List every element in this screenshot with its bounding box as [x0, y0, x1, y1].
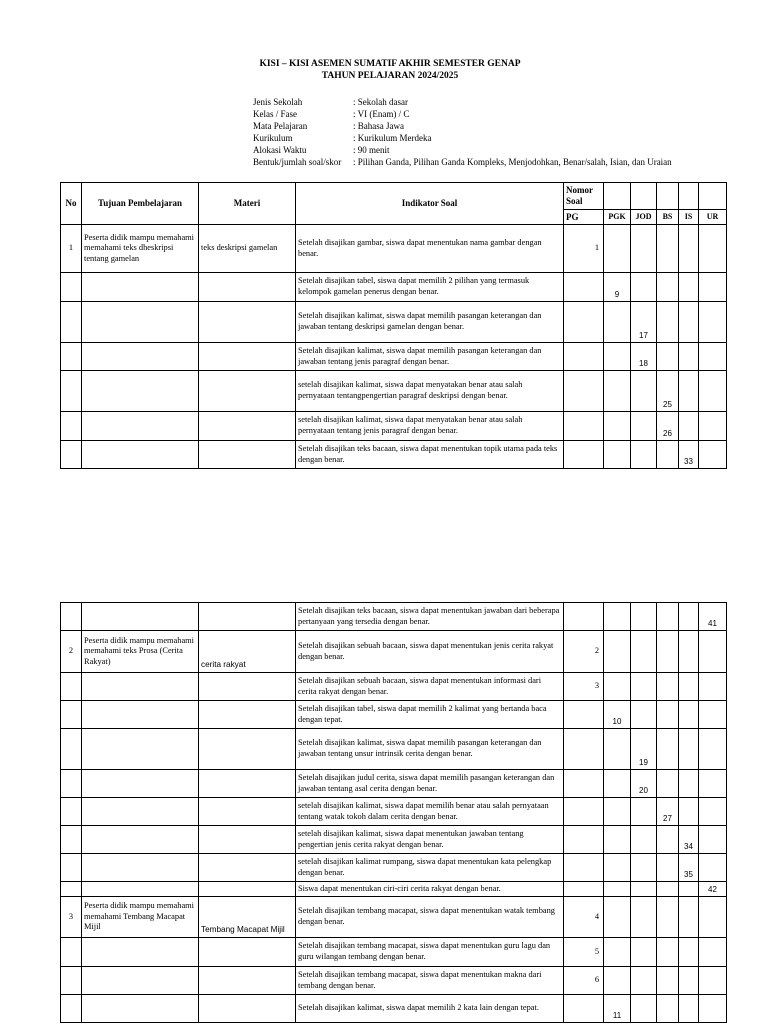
- meta-label: Jenis Sekolah: [253, 97, 303, 107]
- cell-is: 34: [679, 826, 699, 854]
- cell-pgk: [604, 729, 631, 770]
- cell-tujuan: [82, 441, 199, 469]
- cell-ur: [699, 631, 727, 673]
- cell-pg: [564, 854, 604, 882]
- cell-indikator: Setelah disajikan tembang macapat, siswa dapat menentukan makna dari tembang dengan benar.: [296, 967, 564, 995]
- cell-pg: 6: [564, 967, 604, 995]
- cell-is: [679, 882, 699, 897]
- cell-jod: [631, 995, 657, 1023]
- table-row: [61, 273, 727, 302]
- cell-jod: [631, 225, 657, 273]
- cell-tujuan: [82, 273, 199, 302]
- cell-indikator: Setelah disajikan kalimat, siswa dapat memilih pasangan keterangan dan jawaban tentang deskripsi gamelan dengan benar.: [296, 302, 564, 343]
- cell-tujuan: [82, 729, 199, 770]
- cell-ur: [699, 441, 727, 469]
- cell-materi: [199, 729, 296, 770]
- cell-tujuan: Peserta didik mampu memahami memahami teks Prosa (Cerita Rakyat): [82, 631, 199, 673]
- cell-materi: [199, 826, 296, 854]
- header-indikator: Indikator Soal: [296, 183, 564, 225]
- document-subtitle: TAHUN PELAJARAN 2024/2025: [321, 71, 459, 81]
- cell-jod: 19: [631, 729, 657, 770]
- cell-bs: [657, 441, 679, 469]
- cell-jod: 20: [631, 770, 657, 798]
- cell-pg: 5: [564, 938, 604, 967]
- meta-value: : Sekolah dasar: [353, 97, 408, 107]
- cell-ur: [699, 729, 727, 770]
- cell-no: 1: [61, 225, 82, 273]
- cell-bs: [657, 225, 679, 273]
- cell-ur: [699, 798, 727, 826]
- cell-ur: [699, 854, 727, 882]
- cell-ur: [699, 938, 727, 967]
- cell-bs: 27: [657, 798, 679, 826]
- cell-jod: [631, 371, 657, 412]
- cell-jod: [631, 673, 657, 701]
- cell-no: 2: [61, 631, 82, 673]
- table-row: [61, 995, 727, 1023]
- cell-tujuan: [82, 302, 199, 343]
- cell-pg: [564, 770, 604, 798]
- table-row: [61, 938, 727, 967]
- cell-indikator: Setelah disajikan kalimat, siswa dapat memilih pasangan keterangan dan jawaban tentang unsur intrinsik cerita dengan benar.: [296, 729, 564, 770]
- meta-label: Mata Pelajaran: [253, 121, 308, 131]
- cell-pg: 4: [564, 897, 604, 938]
- cell-no: [61, 967, 82, 995]
- cell-indikator: setelah disajikan kalimat, siswa dapat memilih benar atau salah pernyataan tentang watak tokoh dalam cerita dengan benar.: [296, 798, 564, 826]
- cell-is: [679, 412, 699, 441]
- table-row: [61, 603, 727, 631]
- cell-tujuan: [82, 701, 199, 729]
- cell-pg: [564, 273, 604, 302]
- cell-pgk: [604, 441, 631, 469]
- header-nomor-soal: Nomor Soal: [564, 183, 604, 210]
- cell-jod: [631, 826, 657, 854]
- header-no: No: [61, 183, 82, 225]
- cell-pg: [564, 995, 604, 1023]
- cell-bs: [657, 826, 679, 854]
- cell-ur: [699, 273, 727, 302]
- cell-indikator: Setelah disajikan gambar, siswa dapat menentukan nama gambar dengan benar.: [296, 225, 564, 273]
- cell-jod: [631, 938, 657, 967]
- cell-pgk: [604, 854, 631, 882]
- cell-indikator: Siswa dapat menentukan ciri-ciri cerita rakyat dengan benar.: [296, 882, 564, 897]
- cell-no: [61, 371, 82, 412]
- cell-is: [679, 343, 699, 371]
- cell-indikator: setelah disajikan kalimat, siswa dapat menentukan jawaban tentang pengertian jenis cerita rakyat dengan benar.: [296, 826, 564, 854]
- cell-no: [61, 729, 82, 770]
- table-row: [61, 371, 727, 412]
- cell-is: [679, 770, 699, 798]
- table-row: [61, 225, 727, 273]
- cell-ur: [699, 371, 727, 412]
- cell-pgk: [604, 826, 631, 854]
- cell-ur: [699, 412, 727, 441]
- cell-pg: 2: [564, 631, 604, 673]
- cell-bs: [657, 995, 679, 1023]
- header-bs: BS: [657, 210, 679, 225]
- cell-no: [61, 798, 82, 826]
- cell-no: [61, 770, 82, 798]
- cell-materi: [199, 882, 296, 897]
- meta-row: [253, 144, 672, 156]
- meta-value: : Kurikulum Merdeka: [353, 133, 432, 143]
- cell-indikator: setelah disajikan kalimat rumpang, siswa dapat menentukan kata pelengkap dengan benar.: [296, 854, 564, 882]
- cell-jod: [631, 701, 657, 729]
- cell-tujuan: [82, 995, 199, 1023]
- cell-pgk: [604, 412, 631, 441]
- header-jod: JOD: [631, 210, 657, 225]
- cell-is: [679, 897, 699, 938]
- cell-jod: [631, 897, 657, 938]
- cell-ur: [699, 673, 727, 701]
- cell-materi: [199, 967, 296, 995]
- cell-bs: [657, 273, 679, 302]
- cell-materi: [199, 343, 296, 371]
- meta-value: : 90 menit: [353, 145, 390, 155]
- document-title: KISI – KISI ASEMEN SUMATIF AKHIR SEMESTER GENAP: [259, 59, 521, 69]
- cell-bs: [657, 770, 679, 798]
- cell-pgk: [604, 770, 631, 798]
- cell-is: [679, 701, 699, 729]
- cell-ur: 41: [699, 603, 727, 631]
- cell-no: [61, 302, 82, 343]
- cell-bs: [657, 631, 679, 673]
- cell-no: [61, 701, 82, 729]
- cell-ur: [699, 343, 727, 371]
- cell-is: [679, 631, 699, 673]
- cell-materi: [199, 770, 296, 798]
- cell-ur: [699, 995, 727, 1023]
- meta-value: : Bahasa Jawa: [353, 121, 404, 131]
- cell-is: [679, 225, 699, 273]
- cell-pgk: [604, 631, 631, 673]
- cell-pg: [564, 441, 604, 469]
- cell-pgk: [604, 302, 631, 343]
- cell-pg: [564, 798, 604, 826]
- cell-pgk: 10: [604, 701, 631, 729]
- cell-indikator: Setelah disajikan tembang macapat, siswa dapat menentukan guru lagu dan guru wilangan tembang dengan benar.: [296, 938, 564, 967]
- cell-pgk: 11: [604, 995, 631, 1023]
- kisi-table-page-1: [60, 182, 727, 469]
- cell-materi: [199, 412, 296, 441]
- cell-pgk: [604, 225, 631, 273]
- cell-jod: [631, 603, 657, 631]
- kisi-table-page-2: [60, 602, 727, 1023]
- table-row: [61, 854, 727, 882]
- cell-tujuan: Peserta didik mampu memahami memahami Tembang Macapat Mijil: [82, 897, 199, 938]
- cell-is: [679, 798, 699, 826]
- cell-jod: 18: [631, 343, 657, 371]
- cell-ur: [699, 701, 727, 729]
- table-row: [61, 701, 727, 729]
- cell-bs: [657, 938, 679, 967]
- cell-pgk: [604, 603, 631, 631]
- cell-is: [679, 603, 699, 631]
- cell-tujuan: Peserta didik mampu memahami memahami teks dheskripsi tentang gamelan: [82, 225, 199, 273]
- table-row: [61, 897, 727, 938]
- cell-jod: [631, 631, 657, 673]
- cell-tujuan: [82, 371, 199, 412]
- cell-is: [679, 673, 699, 701]
- cell-no: [61, 343, 82, 371]
- cell-tujuan: [82, 967, 199, 995]
- cell-ur: 42: [699, 882, 727, 897]
- cell-is: [679, 729, 699, 770]
- cell-no: [61, 882, 82, 897]
- cell-pg: [564, 882, 604, 897]
- cell-materi: [199, 302, 296, 343]
- cell-materi: cerita rakyat: [199, 631, 296, 673]
- cell-no: [61, 826, 82, 854]
- cell-tujuan: [82, 826, 199, 854]
- meta-row: [253, 120, 672, 132]
- cell-pg: [564, 701, 604, 729]
- cell-pg: 3: [564, 673, 604, 701]
- cell-tujuan: [82, 412, 199, 441]
- meta-label: Alokasi Waktu: [253, 145, 307, 155]
- cell-materi: [199, 701, 296, 729]
- cell-indikator: Setelah disajikan tembang macapat, siswa dapat menentukan watak tembang dengan benar.: [296, 897, 564, 938]
- cell-materi: Tembang Macapat Mijil: [199, 897, 296, 938]
- cell-pg: 1: [564, 225, 604, 273]
- cell-jod: 17: [631, 302, 657, 343]
- cell-pgk: [604, 882, 631, 897]
- cell-tujuan: [82, 343, 199, 371]
- cell-no: [61, 441, 82, 469]
- header-pg: PG: [564, 210, 604, 225]
- cell-bs: [657, 701, 679, 729]
- table-row: [61, 770, 727, 798]
- cell-jod: [631, 882, 657, 897]
- header-materi: Materi: [199, 183, 296, 225]
- cell-materi: [199, 673, 296, 701]
- table-row: [61, 729, 727, 770]
- cell-no: [61, 995, 82, 1023]
- meta-value: : Pilihan Ganda, Pilihan Ganda Kompleks, Menjodohkan, Benar/salah, Isian, dan Uraian: [353, 157, 672, 167]
- cell-jod: [631, 967, 657, 995]
- cell-pgk: 9: [604, 273, 631, 302]
- table-row: [61, 798, 727, 826]
- cell-jod: [631, 441, 657, 469]
- cell-jod: [631, 798, 657, 826]
- cell-bs: [657, 343, 679, 371]
- table-row: [61, 302, 727, 343]
- cell-is: [679, 273, 699, 302]
- meta-label: Bentuk/jumlah soal/skor: [253, 157, 342, 167]
- cell-materi: [199, 371, 296, 412]
- cell-jod: [631, 412, 657, 441]
- cell-no: [61, 938, 82, 967]
- cell-pg: [564, 412, 604, 441]
- table-row: [61, 673, 727, 701]
- cell-no: [61, 854, 82, 882]
- cell-pgk: [604, 938, 631, 967]
- table-row: [61, 631, 727, 673]
- meta-label: Kurikulum: [253, 133, 293, 143]
- cell-is: 35: [679, 854, 699, 882]
- cell-bs: [657, 854, 679, 882]
- document-meta: [253, 96, 672, 168]
- cell-no: [61, 673, 82, 701]
- meta-row: [253, 132, 672, 144]
- cell-indikator: Setelah disajikan teks bacaan, siswa dapat menentukan topik utama pada teks dengan benar.: [296, 441, 564, 469]
- cell-tujuan: [82, 673, 199, 701]
- cell-indikator: Setelah disajikan teks bacaan, siswa dapat menentukan jawaban dari beberapa pertanyaan yang tersedia dengan benar.: [296, 603, 564, 631]
- cell-pg: [564, 343, 604, 371]
- table-row: [61, 826, 727, 854]
- cell-pgk: [604, 897, 631, 938]
- cell-is: [679, 302, 699, 343]
- meta-row: [253, 108, 672, 120]
- cell-pgk: [604, 371, 631, 412]
- cell-bs: [657, 967, 679, 995]
- cell-indikator: Setelah disajikan kalimat, siswa dapat memilih pasangan keterangan dan jawaban tentang jenis paragraf dengan benar.: [296, 343, 564, 371]
- cell-ur: [699, 302, 727, 343]
- cell-materi: [199, 441, 296, 469]
- cell-materi: [199, 938, 296, 967]
- cell-ur: [699, 967, 727, 995]
- cell-jod: [631, 273, 657, 302]
- cell-bs: [657, 302, 679, 343]
- table-row: [61, 412, 727, 441]
- cell-no: [61, 412, 82, 441]
- meta-value: : VI (Enam) / C: [353, 109, 410, 119]
- header-pgk: PGK: [604, 210, 631, 225]
- cell-is: 33: [679, 441, 699, 469]
- cell-tujuan: [82, 798, 199, 826]
- table-row: [61, 343, 727, 371]
- cell-bs: [657, 897, 679, 938]
- table-row: [61, 882, 727, 897]
- cell-pg: [564, 371, 604, 412]
- cell-tujuan: [82, 770, 199, 798]
- cell-pgk: [604, 967, 631, 995]
- cell-tujuan: [82, 603, 199, 631]
- cell-ur: [699, 897, 727, 938]
- cell-is: [679, 995, 699, 1023]
- cell-is: [679, 371, 699, 412]
- cell-indikator: setelah disajikan kalimat, siswa dapat menyatakan benar atau salah pernyataan tentang jenis paragraf dengan benar.: [296, 412, 564, 441]
- cell-materi: [199, 854, 296, 882]
- cell-materi: [199, 273, 296, 302]
- cell-bs: [657, 673, 679, 701]
- cell-bs: 26: [657, 412, 679, 441]
- cell-ur: [699, 770, 727, 798]
- cell-pg: [564, 302, 604, 343]
- cell-no: 3: [61, 897, 82, 938]
- header-tujuan: Tujuan Pembelajaran: [82, 183, 199, 225]
- cell-no: [61, 603, 82, 631]
- cell-pg: [564, 826, 604, 854]
- cell-materi: teks deskripsi gamelan: [199, 225, 296, 273]
- cell-indikator: Setelah disajikan tabel, siswa dapat memilih 2 pilihan yang termasuk kelompok gamelan penerus dengan benar.: [296, 273, 564, 302]
- cell-materi: [199, 603, 296, 631]
- cell-pgk: [604, 343, 631, 371]
- cell-pgk: [604, 673, 631, 701]
- cell-bs: [657, 882, 679, 897]
- cell-is: [679, 967, 699, 995]
- cell-tujuan: [82, 882, 199, 897]
- cell-is: [679, 938, 699, 967]
- cell-indikator: setelah disajikan kalimat, siswa dapat menyatakan benar atau salah pernyataan tentangpengertian paragraf deskripsi dengan benar.: [296, 371, 564, 412]
- cell-ur: [699, 826, 727, 854]
- cell-materi: [199, 798, 296, 826]
- table-row: [61, 967, 727, 995]
- cell-indikator: Setelah disajikan kalimat, siswa dapat memilih 2 kata lain dengan tepat.: [296, 995, 564, 1023]
- meta-row: [253, 156, 672, 168]
- meta-label: Kelas / Fase: [253, 109, 297, 119]
- meta-row: [253, 96, 672, 108]
- cell-jod: [631, 854, 657, 882]
- cell-tujuan: [82, 938, 199, 967]
- cell-indikator: Setelah disajikan sebuah bacaan, siswa dapat menentukan informasi dari cerita rakyat dengan benar.: [296, 673, 564, 701]
- table-row: [61, 441, 727, 469]
- cell-tujuan: [82, 854, 199, 882]
- cell-bs: [657, 603, 679, 631]
- cell-indikator: Setelah disajikan sebuah bacaan, siswa dapat menentukan jenis cerita rakyat dengan benar.: [296, 631, 564, 673]
- header-is: IS: [679, 210, 699, 225]
- cell-pgk: [604, 798, 631, 826]
- cell-pg: [564, 603, 604, 631]
- cell-bs: 25: [657, 371, 679, 412]
- cell-indikator: Setelah disajikan judul cerita, siswa dapat memilih pasangan keterangan dan jawaban tentang asal cerita dengan benar.: [296, 770, 564, 798]
- cell-materi: [199, 995, 296, 1023]
- cell-bs: [657, 729, 679, 770]
- cell-ur: [699, 225, 727, 273]
- cell-indikator: Setelah disajikan tabel, siswa dapat memilih 2 kalimat yang bertanda baca dengan tepat.: [296, 701, 564, 729]
- header-ur: UR: [699, 210, 727, 225]
- cell-pg: [564, 729, 604, 770]
- cell-no: [61, 273, 82, 302]
